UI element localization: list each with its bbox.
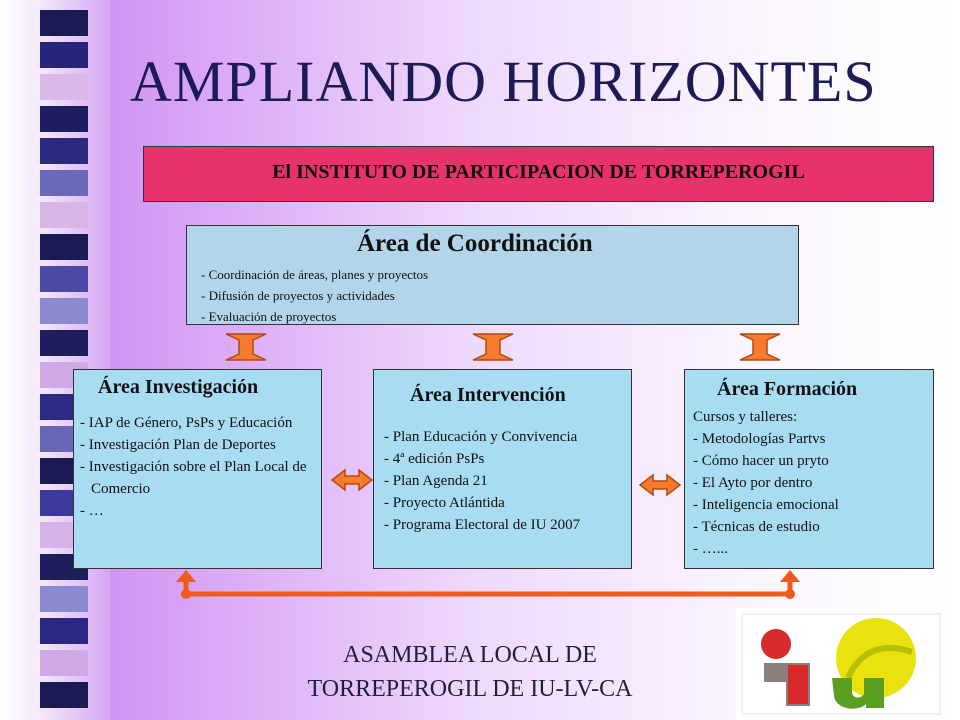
footer-text bbox=[230, 638, 710, 706]
list-item: - Investigación sobre el Plan Local de Comercio bbox=[80, 459, 307, 497]
list-item: - Coordinación de áreas, planes y proyectos bbox=[201, 267, 429, 282]
list-item: - El Ayto por dentro bbox=[693, 475, 813, 491]
footer-line: TORREPEROGIL DE IU-LV-CA bbox=[307, 676, 633, 702]
bottom-connector bbox=[176, 570, 800, 599]
list-item: - Inteligencia emocional bbox=[693, 497, 839, 513]
double-arrow-horizontal-icon bbox=[640, 475, 680, 495]
intervention-area-title: Área Intervención bbox=[410, 384, 566, 406]
list-item: - Técnicas de estudio bbox=[693, 519, 820, 535]
list-item: - Plan Educación y Convivencia bbox=[384, 429, 578, 445]
slide-title: AMPLIANDO HORIZONTES bbox=[130, 49, 877, 114]
double-arrow-vertical-icon bbox=[740, 334, 780, 360]
list-item: - Evaluación de proyectos bbox=[201, 309, 337, 324]
list-item: - Cómo hacer un pryto bbox=[693, 453, 829, 469]
list-item: - Plan Agenda 21 bbox=[384, 473, 488, 489]
double-arrow-horizontal-icon bbox=[332, 470, 372, 490]
list-item: - Investigación Plan de Deportes bbox=[80, 437, 276, 453]
double-arrow-vertical-icon bbox=[226, 334, 266, 360]
list-item: - 4ª edición PsPs bbox=[384, 451, 485, 467]
footer-line: ASAMBLEA LOCAL DE bbox=[343, 642, 597, 668]
list-item: - Proyecto Atlántida bbox=[384, 495, 505, 511]
list-item: - … bbox=[80, 503, 104, 519]
training-intro: Cursos y talleres: bbox=[693, 409, 798, 425]
institute-banner: El INSTITUTO DE PARTICIPACION DE TORREPEROGIL bbox=[143, 146, 934, 202]
list-item: - Difusión de proyectos y actividades bbox=[201, 288, 395, 303]
training-area-title: Área Formación bbox=[717, 378, 858, 400]
research-area-title: Área Investigación bbox=[98, 376, 259, 398]
double-arrow-vertical-icon bbox=[473, 334, 513, 360]
list-item: - Programa Electoral de IU 2007 bbox=[384, 517, 581, 533]
coordination-area-title: Área de Coordinación bbox=[357, 230, 593, 257]
list-item: - …... bbox=[693, 541, 728, 557]
list-item: - IAP de Género, PsPs y Educación bbox=[80, 415, 293, 431]
iu-logo-icon bbox=[736, 608, 946, 720]
list-item: - Metodologías Partvs bbox=[693, 431, 826, 447]
